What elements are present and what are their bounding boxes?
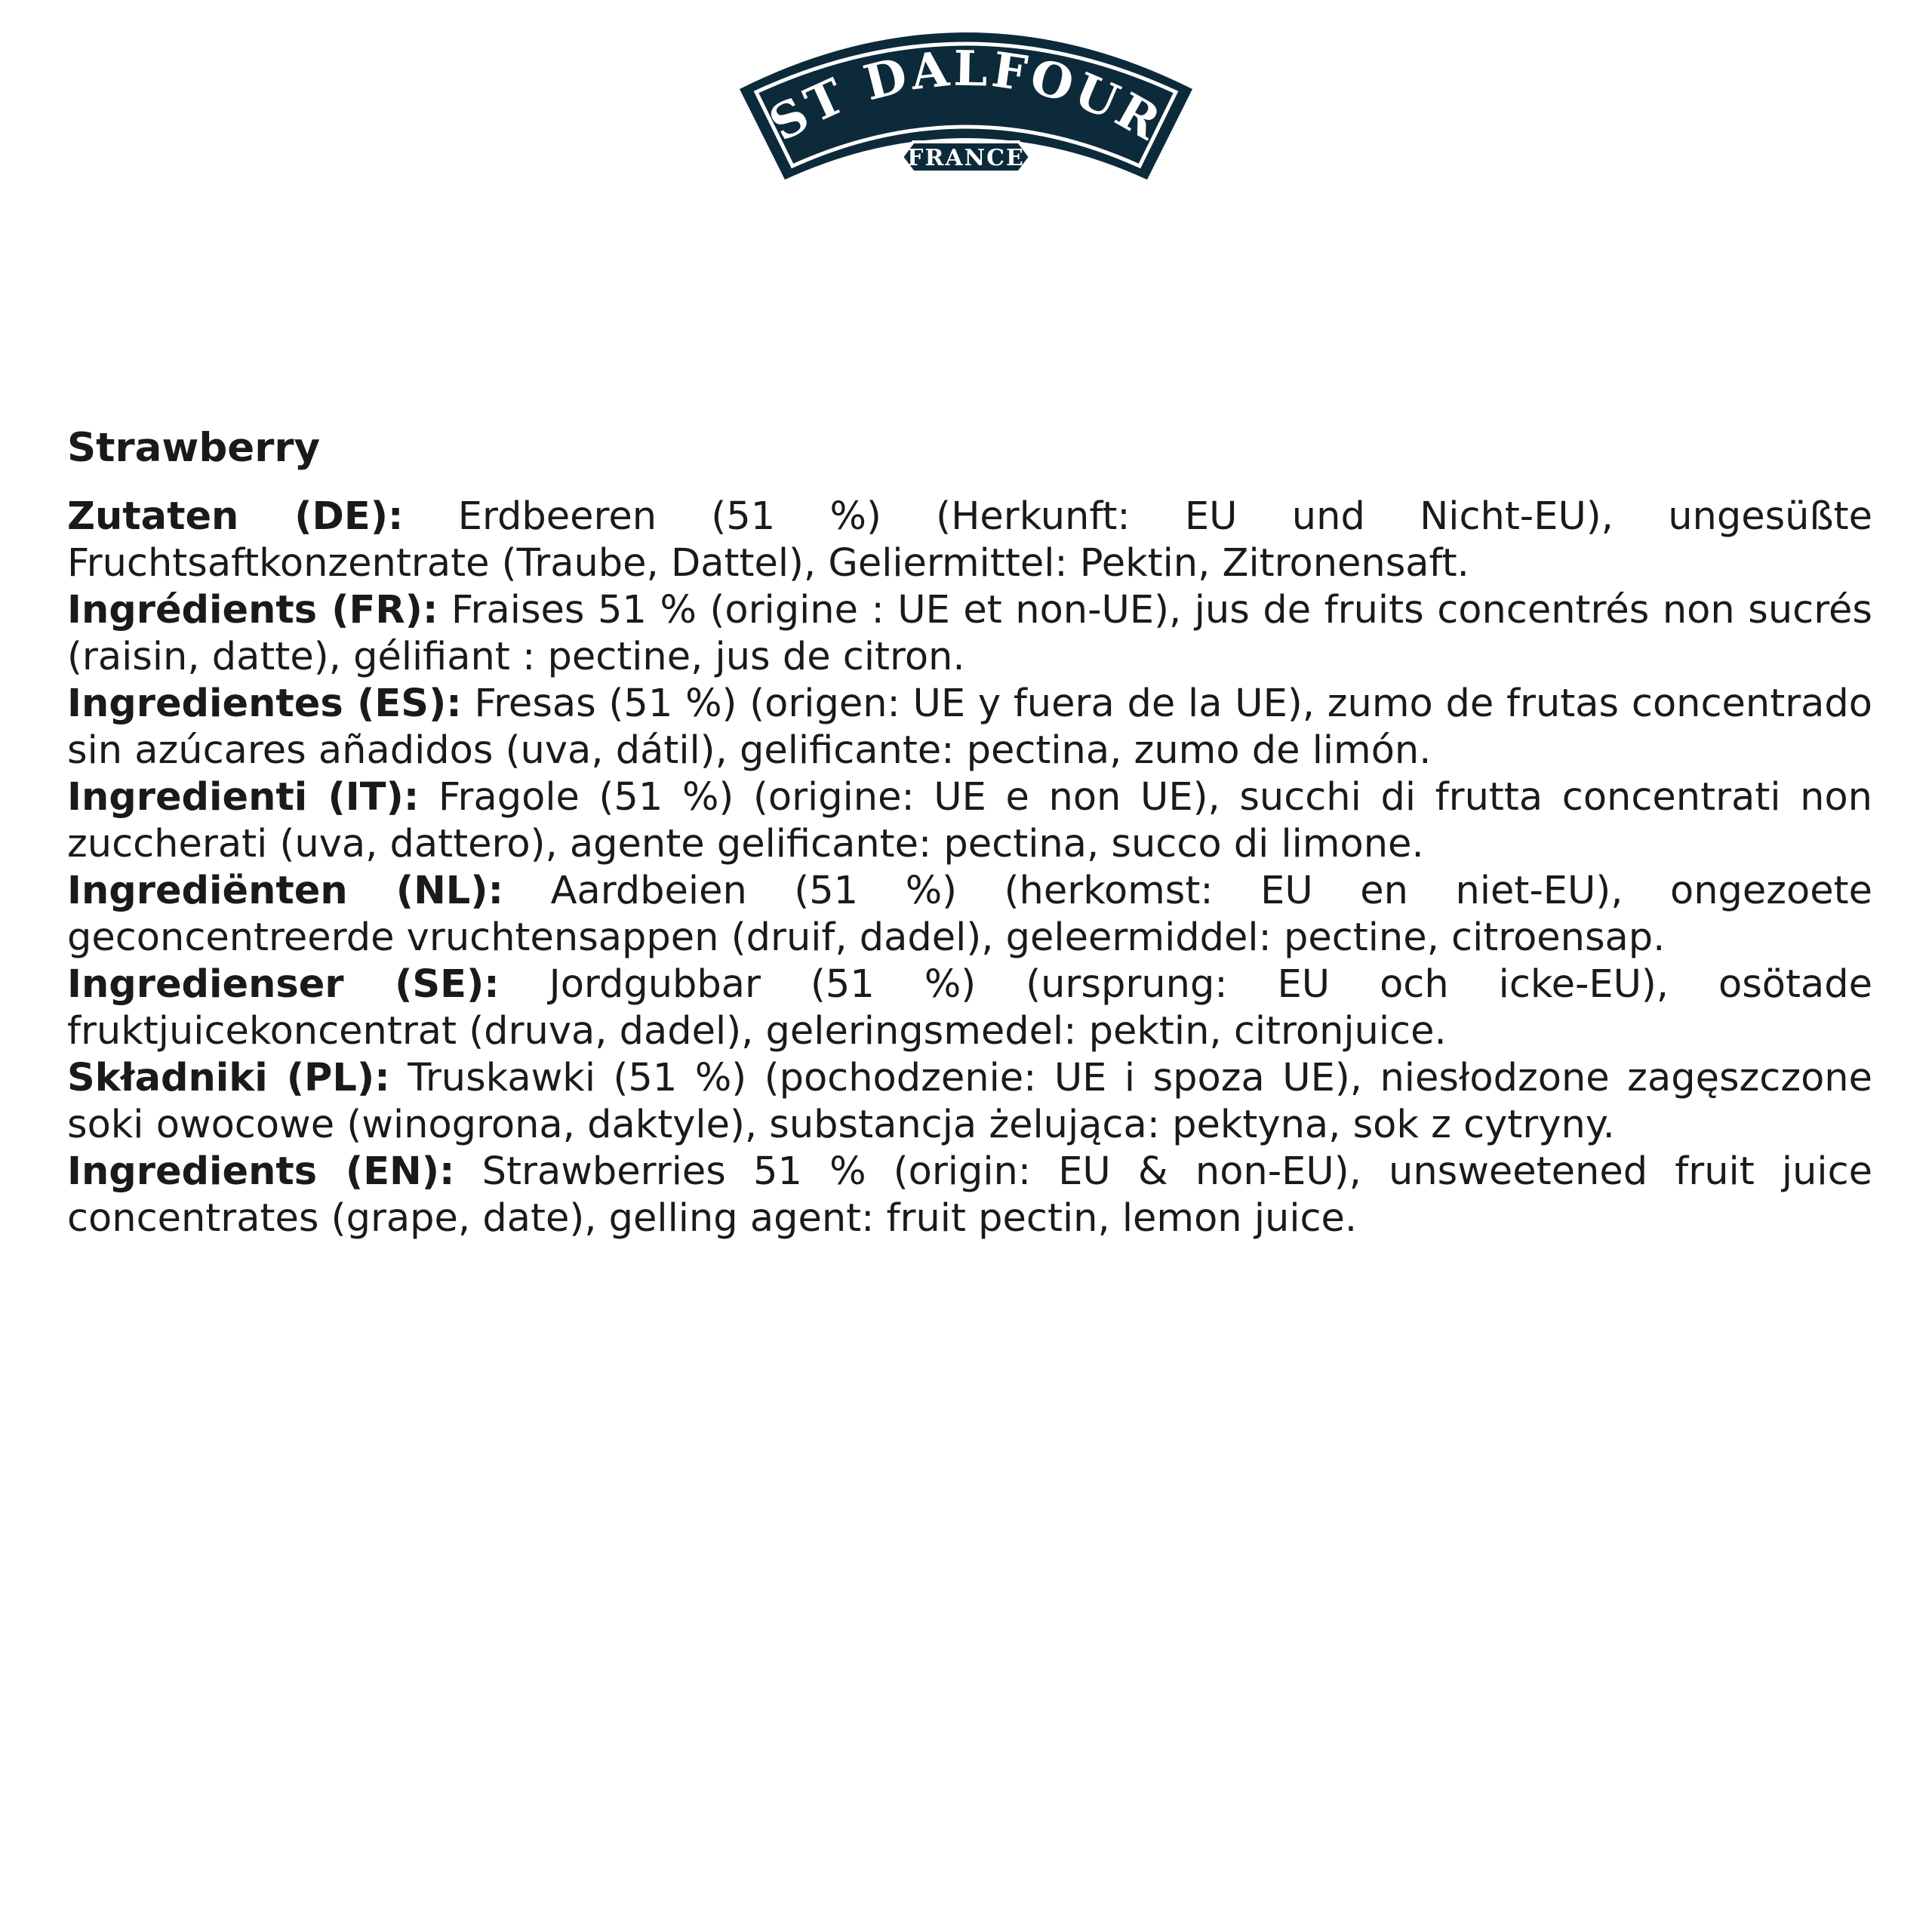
- ingredient-text: Erdbeeren (51 %) (Herkunft: EU und Nicht-EU), ungesüßte Fruchtsaftkonzentrate (Traube, Dattel), Geliermittel: Pektin, Zitronensaft.: [67, 494, 1872, 586]
- ingredient-pl: [67, 1055, 1872, 1149]
- brand-logo: [740, 21, 1192, 195]
- ingredient-text: Jordgubbar (51 %) (ursprung: EU och icke-EU), osötade fruktjuicekoncentrat (druva, dadel), geleringsmedel: pektin, citronjuice.: [67, 962, 1872, 1054]
- ingredient-es: [67, 681, 1872, 774]
- ingredient-text: Fresas (51 %) (origen: UE y fuera de la UE), zumo de frutas concentrado sin azúcares añadidos (uva, dátil), gelificante: pectina, zumo de limón.: [67, 681, 1873, 773]
- logo-sub-text: FRANCE: [907, 145, 1025, 171]
- ingredient-label: Ingredientes (ES):: [67, 681, 462, 726]
- ingredient-label: Ingredienser (SE):: [67, 962, 500, 1007]
- ingredient-it: [67, 774, 1872, 868]
- ingredient-label: Ingrédients (FR):: [67, 588, 438, 632]
- ingredient-label: Składniki (PL):: [67, 1056, 390, 1100]
- ingredient-label: Zutaten (DE):: [67, 494, 404, 539]
- product-title: Strawberry: [67, 425, 321, 471]
- ingredient-se: [67, 961, 1872, 1055]
- ingredient-label: Ingrediënten (NL):: [67, 869, 503, 913]
- ingredient-text: Fragole (51 %) (origine: UE e non UE), succhi di frutta concentrati non zuccherati (uva, dattero), agente gelificante: pectina, succo di limone.: [67, 775, 1872, 866]
- ingredient-fr: [67, 587, 1872, 681]
- ingredient-text: Strawberries 51 % (origin: EU & non-EU), unsweetened fruit juice concentrates (grape, date), gelling agent: fruit pectin, lemon juice.: [67, 1149, 1872, 1241]
- ingredient-text: Truskawki (51 %) (pochodzenie: UE i spoza UE), niesłodzone zagęszczone soki owocowe (winogrona, daktyle), substancja żelująca: pektyna, sok z cytryny.: [67, 1056, 1872, 1147]
- ingredient-text: Aardbeien (51 %) (herkomst: EU en niet-EU), ongezoete geconcentreerde vruchtensappen (druif, dadel), geleermiddel: pectine, citroensap.: [67, 869, 1873, 960]
- ingredient-nl: [67, 868, 1872, 961]
- ingredient-en: [67, 1149, 1872, 1242]
- ingredients-section: [67, 423, 1872, 1242]
- logo-brand-text: ST DALFOUR: [760, 40, 1172, 153]
- st-dalfour-logo-graphic: [740, 21, 1192, 195]
- ingredient-text: Fraises 51 % (origine : UE et non-UE), jus de fruits concentrés non sucrés (raisin, datte), gélifiant : pectine, jus de citron.: [67, 588, 1872, 679]
- ingredient-label: Ingredients (EN):: [67, 1149, 455, 1194]
- ingredient-label: Ingredienti (IT):: [67, 775, 420, 820]
- ingredient-de: [67, 494, 1872, 587]
